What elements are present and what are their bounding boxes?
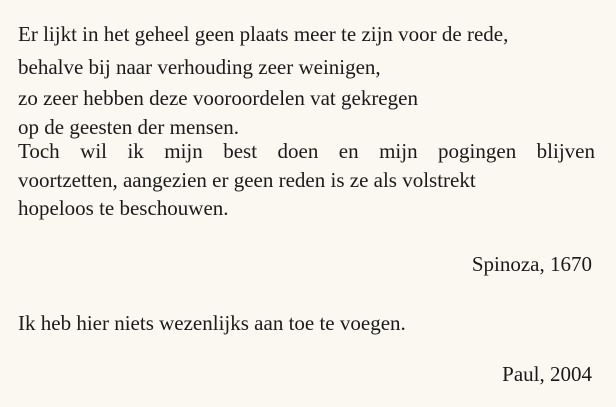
quote-line-4: op de geesten der mensen. <box>18 115 240 139</box>
quote-line-6: voortzetten, aangezien er geen reden is ze als volstrekt <box>18 168 476 192</box>
response-attribution: Paul, 2004 <box>502 362 592 386</box>
quote-attribution: Spinoza, 1670 <box>471 252 592 276</box>
quote-line-2: behalve bij naar verhouding zeer weinigen, <box>18 55 381 79</box>
quote-line-5: Toch wil ik mijn best doen en mijn pogingen blijven <box>18 139 595 163</box>
response-text: Ik heb hier niets wezenlijks aan toe te voegen. <box>18 311 406 335</box>
quote-line-1: Er lijkt in het geheel geen plaats meer te zijn voor de rede, <box>18 22 509 46</box>
quote-line-3: zo zeer hebben deze vooroordelen vat gekregen <box>18 86 418 110</box>
quote-line-7: hopeloos te beschouwen. <box>18 196 229 220</box>
